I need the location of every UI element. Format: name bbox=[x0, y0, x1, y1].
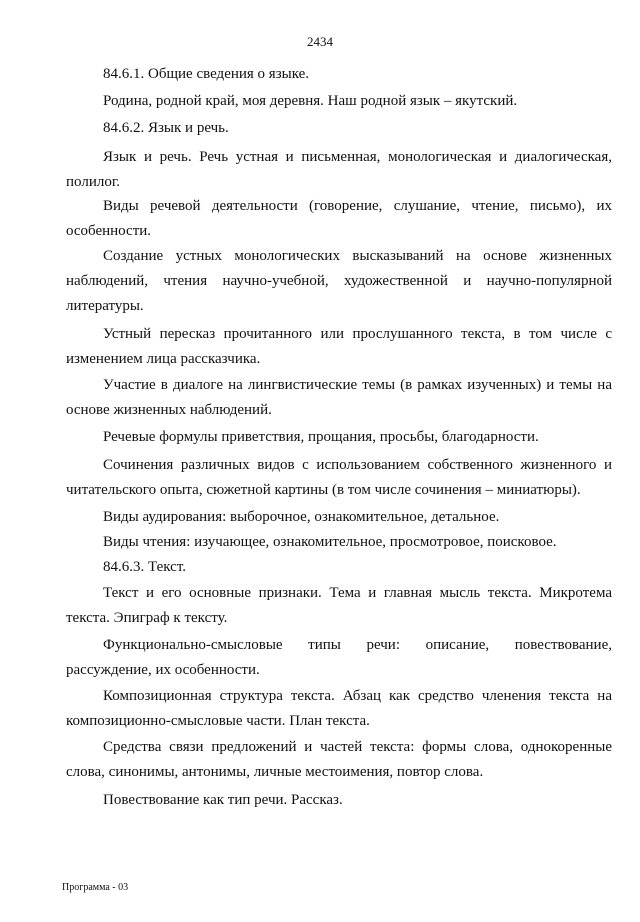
paragraph: Создание устных монологических высказываний на основе жизненных наблюдений, чтения научно-учебной, художественной и научно-популярной литературы. bbox=[66, 248, 612, 314]
section-heading-84-6-3: 84.6.3. Текст. bbox=[103, 559, 186, 575]
paragraph: Текст и его основные признаки. Тема и главная мысль текста. Микротема текста. Эпиграф к тексту. bbox=[66, 585, 612, 626]
section-heading-84-6-1: 84.6.1. Общие сведения о языке. bbox=[103, 66, 310, 82]
section-heading-84-6-2: 84.6.2. Язык и речь. bbox=[103, 120, 229, 136]
paragraph: Язык и речь. Речь устная и письменная, монологическая и диалогическая, полилог. bbox=[66, 149, 612, 190]
paragraph: Композиционная структура текста. Абзац как средство членения текста на композиционно-смысловые части. План текста. bbox=[66, 688, 612, 729]
paragraph: Виды аудирования: выборочное, ознакомительное, детальное. bbox=[103, 509, 500, 525]
paragraph: Родина, родной край, моя деревня. Наш родной язык – якутский. bbox=[103, 93, 518, 109]
paragraph: Речевые формулы приветствия, прощания, просьбы, благодарности. bbox=[103, 429, 539, 445]
paragraph: Устный пересказ прочитанного или прослушанного текста, в том числе с изменением лица рассказчика. bbox=[66, 326, 612, 367]
page-number: 2434 bbox=[307, 34, 333, 49]
paragraph: Виды речевой деятельности (говорение, слушание, чтение, письмо), их особенности. bbox=[66, 198, 612, 239]
paragraph: Участие в диалоге на лингвистические темы (в рамках изученных) и темы на основе жизненных наблюдений. bbox=[66, 377, 612, 418]
footer-label: Программа - 03 bbox=[62, 882, 129, 893]
paragraph: Виды чтения: изучающее, ознакомительное, просмотровое, поисковое. bbox=[103, 534, 557, 550]
paragraph: Повествование как тип речи. Рассказ. bbox=[103, 792, 343, 808]
paragraph: Сочинения различных видов с использованием собственного жизненного и читательского опыта, сюжетной картины (в том числе сочинения – миниатюры). bbox=[66, 457, 612, 498]
paragraph: Средства связи предложений и частей текста: формы слова, однокоренные слова, синонимы, антонимы, личные местоимения, повтор слова. bbox=[66, 739, 612, 780]
paragraph: Функционально-смысловые типы речи: описание, повествование, рассуждение, их особенности. bbox=[66, 637, 612, 678]
